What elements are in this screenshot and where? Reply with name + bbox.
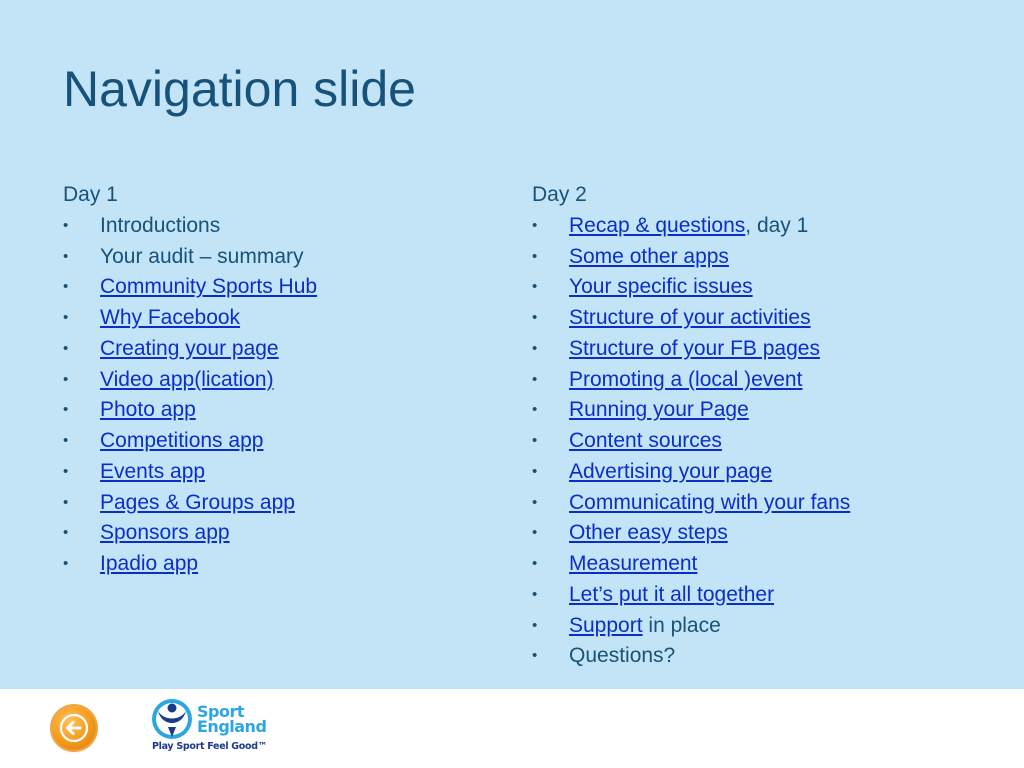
nav-link[interactable]: Recap & questions — [569, 213, 746, 237]
bullet-icon: • — [532, 462, 538, 480]
nav-link[interactable]: Why Facebook — [100, 306, 241, 329]
sport-england-mark-icon — [150, 697, 196, 741]
list-item — [63, 395, 503, 426]
item-text: Questions? — [569, 644, 676, 668]
bullet-icon: • — [63, 493, 69, 511]
nav-link[interactable]: Let’s put it all together — [569, 582, 775, 606]
list-item — [532, 518, 992, 549]
nav-link[interactable]: Some other apps — [569, 244, 729, 268]
nav-link[interactable]: Running your Page — [569, 398, 749, 422]
list-item — [63, 457, 503, 488]
page-title: Navigation slide — [63, 61, 416, 117]
bullet-icon: • — [532, 555, 538, 572]
bullet-icon: • — [63, 370, 69, 388]
bullet-icon: • — [63, 555, 69, 572]
day1-list — [63, 211, 503, 580]
bullet-icon: • — [63, 524, 69, 542]
nav-link[interactable]: Photo app — [100, 398, 196, 422]
bullet-icon: • — [532, 616, 538, 634]
bullet-icon: • — [63, 309, 69, 326]
item-text: in place — [642, 613, 721, 637]
list-item — [532, 641, 992, 672]
bullet-icon: • — [532, 339, 538, 357]
bullet-icon: • — [532, 309, 538, 326]
list-item — [532, 426, 992, 457]
bullet-icon: • — [532, 370, 538, 388]
bullet-icon: • — [63, 339, 69, 357]
list-item — [63, 426, 503, 457]
bullet-icon: • — [532, 524, 538, 542]
sport-england-logo — [150, 697, 290, 759]
bullet-icon: • — [532, 401, 538, 419]
list-item — [63, 272, 503, 303]
bullet-icon: • — [532, 647, 538, 665]
bullet-icon: • — [532, 278, 538, 296]
list-item — [63, 211, 503, 242]
list-item — [63, 488, 503, 519]
nav-link[interactable]: Content sources — [569, 429, 722, 452]
nav-link[interactable]: Other easy steps — [569, 521, 728, 545]
list-item — [532, 549, 992, 580]
logo-word-england: England — [197, 717, 267, 736]
bullet-icon: • — [63, 401, 69, 419]
list-item — [63, 334, 503, 365]
nav-link[interactable]: Support — [569, 613, 643, 637]
bullet-icon: • — [63, 247, 69, 265]
bullet-icon: • — [63, 278, 69, 296]
list-item — [532, 611, 992, 642]
list-item — [532, 303, 992, 334]
nav-link[interactable]: Structure of your FB pages — [569, 336, 820, 360]
list-item — [63, 303, 503, 334]
nav-link[interactable]: Events app — [100, 459, 206, 483]
list-item — [63, 242, 503, 273]
day2-heading: Day 2 — [532, 183, 587, 206]
bullet-icon: • — [532, 432, 538, 449]
list-item — [532, 395, 992, 426]
day1-heading: Day 1 — [63, 183, 118, 206]
item-text: , day 1 — [745, 213, 809, 237]
list-item — [532, 334, 992, 365]
nav-link[interactable]: Promoting a (local )event — [569, 367, 803, 391]
nav-link[interactable]: Ipadio app — [100, 552, 199, 575]
bullet-icon: • — [63, 462, 69, 480]
back-button[interactable] — [52, 706, 96, 750]
list-item — [63, 365, 503, 396]
list-item — [532, 488, 992, 519]
list-item — [532, 211, 992, 242]
nav-link[interactable]: Measurement — [569, 552, 698, 575]
bullet-icon: • — [532, 493, 538, 511]
nav-link[interactable]: Your specific issues — [569, 275, 753, 299]
list-item — [532, 580, 992, 611]
list-item — [532, 272, 992, 303]
bullet-icon: • — [532, 585, 538, 603]
nav-link[interactable]: Creating your page — [100, 336, 279, 360]
back-arrow-icon — [52, 706, 96, 750]
item-text: Introductions — [100, 213, 221, 237]
bullet-icon: • — [532, 247, 538, 265]
day2-column — [532, 180, 992, 672]
bullet-icon: • — [63, 216, 69, 234]
list-item — [532, 457, 992, 488]
nav-link[interactable]: Competitions app — [100, 429, 264, 452]
bullet-icon: • — [63, 432, 69, 449]
nav-link[interactable]: Advertising your page — [569, 459, 773, 483]
logo-tagline: Play Sport Feel Good™ — [152, 741, 267, 752]
list-item — [63, 549, 503, 580]
day2-list — [532, 211, 992, 672]
nav-link[interactable]: Video app(lication) — [100, 367, 274, 391]
nav-link[interactable]: Sponsors app — [100, 521, 230, 545]
list-item — [532, 365, 992, 396]
day1-column — [63, 180, 503, 580]
logo-word-sport: Sport — [197, 702, 245, 721]
list-item — [63, 518, 503, 549]
bullet-icon: • — [532, 216, 538, 234]
nav-link[interactable]: Community Sports Hub — [100, 275, 318, 299]
list-item — [532, 242, 992, 273]
item-text: Your audit – summary — [100, 244, 304, 268]
nav-link[interactable]: Communicating with your fans — [569, 490, 851, 514]
nav-link[interactable]: Structure of your activities — [569, 306, 811, 329]
nav-link[interactable]: Pages & Groups app — [100, 490, 295, 514]
